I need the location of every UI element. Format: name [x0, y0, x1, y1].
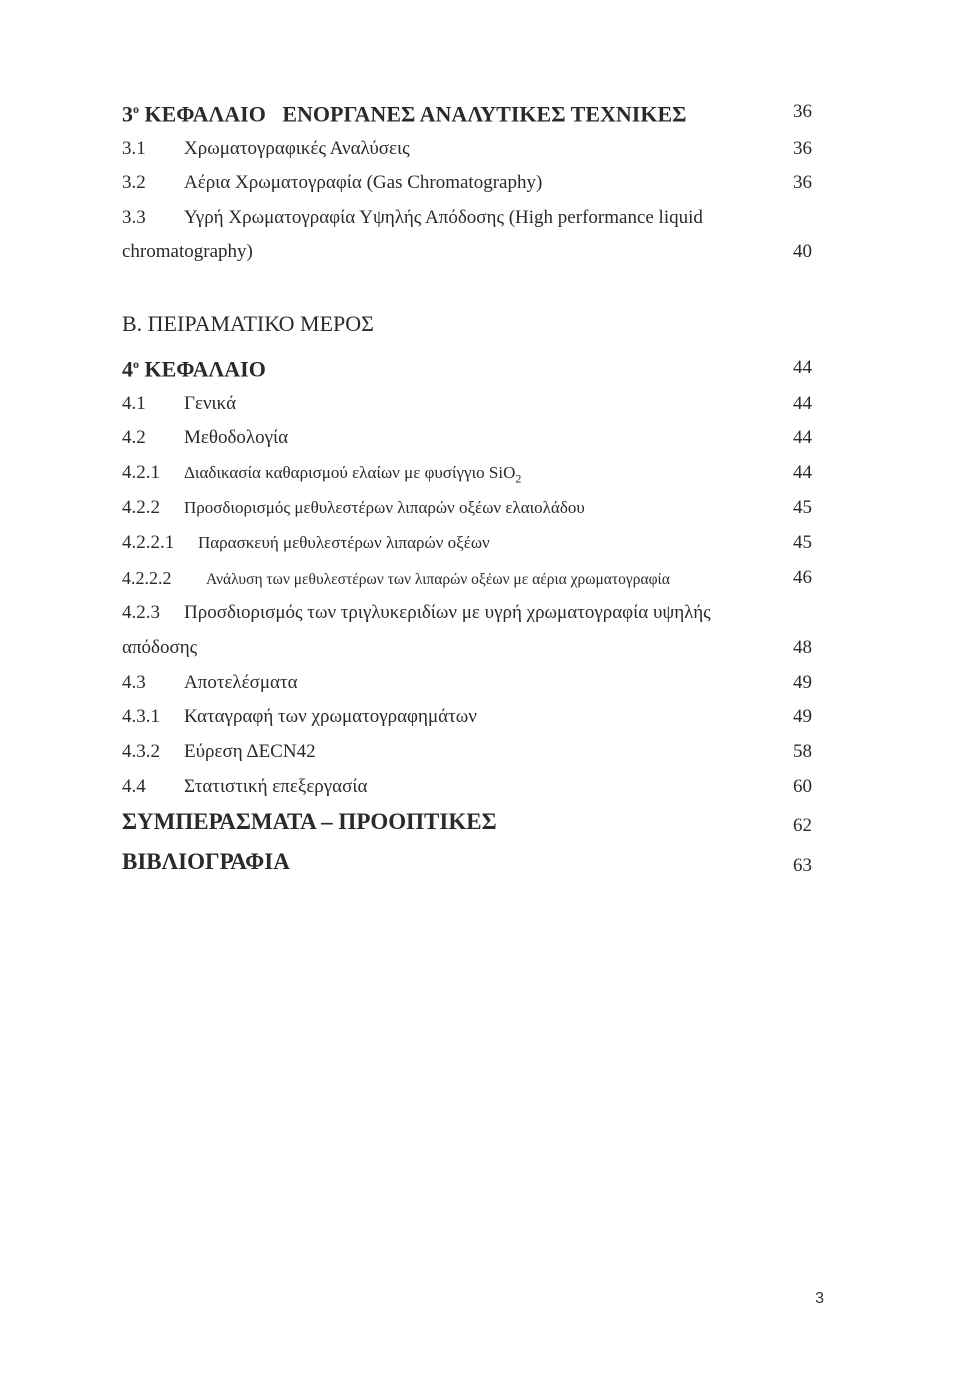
toc-entry-4-3 — [122, 671, 298, 695]
toc-chapter-4-number: 4 — [122, 356, 133, 382]
toc-entry-number: 3.3 — [122, 207, 146, 228]
toc-entry-3-3 — [122, 206, 703, 230]
toc-chapter-3-ordinal: ο — [133, 102, 139, 116]
toc-entry-4-2 — [122, 426, 288, 450]
toc-entry-4-2-page: 44 — [793, 427, 812, 448]
toc-entry-4-3-1 — [122, 705, 477, 729]
toc-chapter-3-page: 36 — [793, 101, 812, 122]
toc-entry-3-1-page: 36 — [793, 138, 812, 159]
toc-entry-title: Χρωματογραφικές Αναλύσεις — [184, 138, 410, 159]
toc-chapter-4-title: ΚΕΦΑΛΑΙΟ — [139, 356, 266, 382]
toc-entry-4-1 — [122, 392, 236, 416]
toc-chapter-3 — [122, 97, 687, 126]
toc-chapter-3-title: ΚΕΦΑΛΑΙΟ ΕΝΟΡΓΑΝΕΣ ΑΝΑΛΥΤΙΚΕΣ ΤΕΧΝΙΚΕΣ — [139, 101, 687, 127]
toc-entry-4-3-2 — [122, 740, 316, 764]
page-number: 3 — [815, 1290, 824, 1307]
toc-entry-4-4-page: 60 — [793, 776, 812, 797]
toc-entry-4-2-2-1-page: 45 — [793, 532, 812, 553]
toc-entry-4-2-3-continued: απόδοσης — [122, 637, 198, 658]
toc-entry-4-2-2 — [122, 496, 585, 520]
toc-chapter-4-ordinal: ο — [133, 357, 139, 371]
toc-entry-number: 4.2.2.2 — [122, 568, 172, 588]
toc-entry-title: Καταγραφή των χρωματογραφημάτων — [184, 706, 477, 727]
toc-entry-number: 3.1 — [122, 138, 146, 159]
toc-entry-4-2-2-page: 45 — [793, 497, 812, 518]
toc-entry-title: Αέρια Χρωματογραφία (Gas Chromatography) — [184, 172, 543, 193]
toc-entry-number: 4.2.2.1 — [122, 532, 175, 553]
toc-entry-subscript: 2 — [515, 471, 522, 486]
toc-entry-number: 4.3 — [122, 672, 146, 693]
toc-entry-3-1 — [122, 137, 410, 161]
toc-entry-title: Μεθοδολογία — [184, 427, 289, 448]
toc-entry-title: Προσδιορισμός των τριγλυκεριδίων με υγρή χρωματογραφία υψηλής — [184, 602, 711, 623]
toc-entry-number: 4.2.1 — [122, 462, 160, 483]
toc-entry-title: Γενικά — [184, 393, 237, 414]
toc-entry-3-3-page: 40 — [793, 241, 812, 262]
toc-entry-title: Εύρεση ΔECN42 — [184, 741, 316, 762]
toc-entry-number: 4.2.3 — [122, 602, 160, 623]
toc-entry-4-2-3-page: 48 — [793, 637, 812, 658]
toc-chapter-4-page: 44 — [793, 357, 812, 378]
toc-entry-3-3-continued: chromatography) — [122, 241, 253, 262]
toc-entry-4-2-2-2 — [122, 566, 670, 592]
toc-entry-4-3-2-page: 58 — [793, 741, 812, 762]
toc-chapter-4 — [122, 352, 266, 381]
toc-entry-4-2-2-1 — [122, 531, 490, 555]
toc-entry-title: Διαδικασία καθαρισμού ελαίων με φυσίγγιο SiO — [184, 463, 516, 482]
toc-entry-number: 4.2 — [122, 427, 146, 448]
toc-entry-number: 4.1 — [122, 393, 146, 414]
toc-entry-number: 4.2.2 — [122, 497, 160, 518]
toc-chapter-3-number: 3 — [122, 101, 133, 127]
toc-entry-title: Ανάλυση των μεθυλεστέρων των λιπαρών οξέων με αέρια χρωματογραφία — [206, 571, 670, 588]
toc-conclusions-page: 62 — [793, 815, 812, 836]
toc-bibliography-page: 63 — [793, 855, 812, 876]
toc-entry-number: 4.3.2 — [122, 741, 160, 762]
toc-entry-4-2-3 — [122, 601, 711, 625]
toc-entry-3-2-page: 36 — [793, 172, 812, 193]
toc-entry-title: Στατιστική επεξεργασία — [184, 776, 368, 797]
toc-entry-4-3-page: 49 — [793, 672, 812, 693]
toc-part-b: Β. ΠΕΙΡΑΜΑΤΙΚΟ ΜΕΡΟΣ — [122, 311, 374, 336]
toc-entry-number: 4.3.1 — [122, 706, 160, 727]
toc-entry-4-1-page: 44 — [793, 393, 812, 414]
toc-entry-title: Παρασκευή μεθυλεστέρων λιπαρών οξέων — [198, 533, 490, 552]
toc-entry-title: Αποτελέσματα — [184, 672, 298, 693]
toc-entry-4-2-1-page: 44 — [793, 462, 812, 483]
toc-entry-number: 4.4 — [122, 776, 146, 797]
toc-entry-title: Προσδιορισμός μεθυλεστέρων λιπαρών οξέων ελαιολάδου — [184, 498, 585, 517]
toc-bibliography: ΒΙΒΛΙΟΓΡΑΦΙΑ — [122, 849, 290, 874]
toc-entry-3-2 — [122, 171, 542, 195]
toc-conclusions: ΣΥΜΠΕΡΑΣΜΑΤΑ – ΠΡΟΟΠΤΙΚΕΣ — [122, 809, 497, 834]
toc-entry-title: Υγρή Χρωματογραφία Υψηλής Απόδοσης (High performance liquid — [184, 207, 703, 228]
toc-entry-4-2-1 — [122, 461, 521, 490]
toc-entry-number: 3.2 — [122, 172, 146, 193]
toc-entry-4-3-1-page: 49 — [793, 706, 812, 727]
toc-entry-4-2-2-2-page: 46 — [793, 567, 812, 588]
toc-entry-4-4 — [122, 775, 367, 799]
